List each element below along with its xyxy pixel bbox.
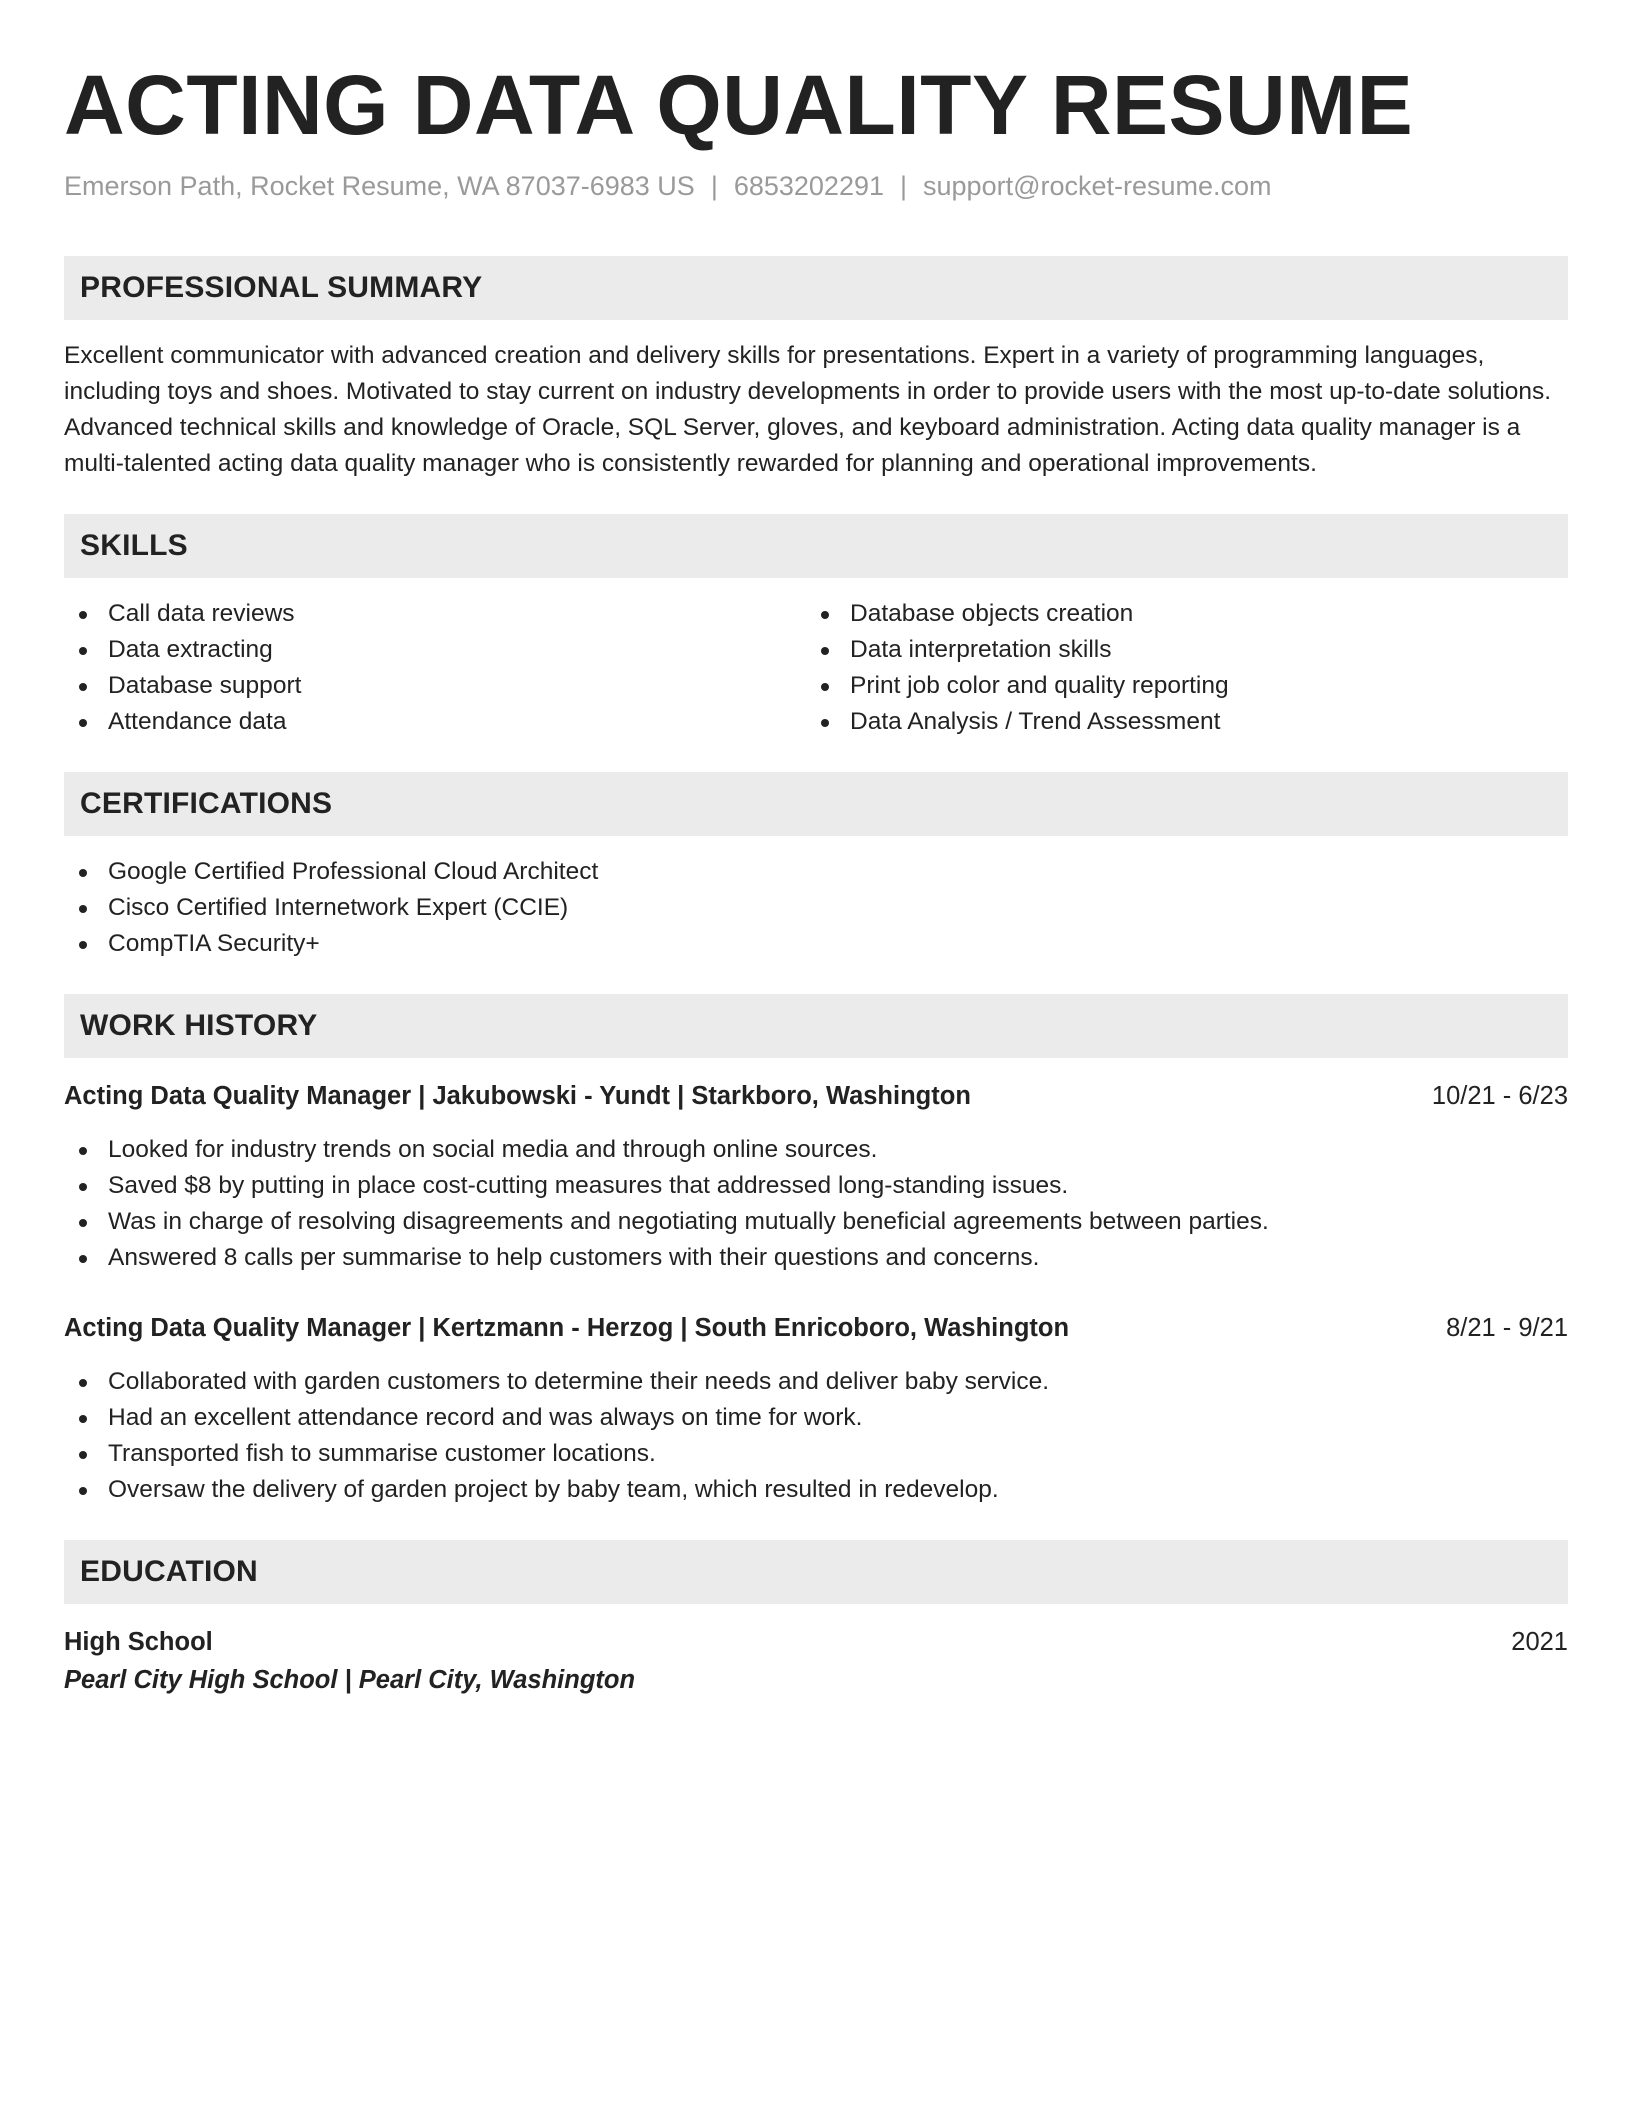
certification-item: CompTIA Security+: [64, 926, 1568, 962]
contact-phone: 6853202291: [733, 171, 884, 201]
certifications-heading: CERTIFICATIONS: [64, 772, 1568, 836]
skill-item: Attendance data: [64, 704, 806, 740]
education-degree: High School: [64, 1628, 213, 1656]
job-header: [64, 1310, 1568, 1346]
skill-item: Data extracting: [64, 632, 806, 668]
job-bullet: Saved $8 by putting in place cost-cutting measures that addressed long-standing issues.: [64, 1168, 1568, 1204]
summary-heading: PROFESSIONAL SUMMARY: [64, 256, 1568, 320]
contact-separator: |: [900, 171, 908, 201]
education-header: [64, 1624, 1568, 1660]
education-heading: EDUCATION: [64, 1540, 1568, 1604]
skill-item: Data interpretation skills: [806, 632, 1548, 668]
job-entry: [64, 1310, 1568, 1508]
skills-heading: SKILLS: [64, 514, 1568, 578]
work-history-heading: WORK HISTORY: [64, 994, 1568, 1058]
job-title: Acting Data Quality Manager | Kertzmann - Herzog | South Enricoboro, Washington: [64, 1314, 1070, 1342]
skill-item: Print job color and quality reporting: [806, 668, 1548, 704]
job-entry: [64, 1078, 1568, 1276]
skill-item: Data Analysis / Trend Assessment: [806, 704, 1548, 740]
education-school: Pearl City High School | Pearl City, Washington: [64, 1666, 636, 1694]
skills-column-left: [64, 596, 806, 740]
skills-column-right: [806, 596, 1548, 740]
contact-email: support@rocket-resume.com: [923, 171, 1272, 201]
contact-line: [64, 168, 1568, 204]
education-year: 2021: [1511, 1628, 1568, 1656]
job-title: Acting Data Quality Manager | Jakubowski - Yundt | Starkboro, Washington: [64, 1082, 971, 1110]
job-bullet: Was in charge of resolving disagreements and negotiating mutually beneficial agreements between parties.: [64, 1204, 1568, 1240]
certification-item: Cisco Certified Internetwork Expert (CCIE): [64, 890, 1568, 926]
job-header: [64, 1078, 1568, 1114]
skill-item: Call data reviews: [64, 596, 806, 632]
education-entry: [64, 1624, 1568, 1700]
job-bullets: [64, 1364, 1568, 1508]
job-bullet: Had an excellent attendance record and was always on time for work.: [64, 1400, 1568, 1436]
certifications-list: [64, 854, 1568, 962]
skill-item: Database objects creation: [806, 596, 1548, 632]
job-dates: 8/21 - 9/21: [1446, 1314, 1568, 1342]
contact-address: Emerson Path, Rocket Resume, WA 87037-6983 US: [64, 171, 695, 201]
job-bullet: Answered 8 calls per summarise to help customers with their questions and concerns.: [64, 1240, 1568, 1276]
skills-list: [64, 596, 1568, 740]
job-bullet: Looked for industry trends on social media and through online sources.: [64, 1132, 1568, 1168]
resume-title: ACTING DATA QUALITY RESUME: [64, 58, 1414, 152]
skill-item: Database support: [64, 668, 806, 704]
job-bullets: [64, 1132, 1568, 1276]
contact-separator: |: [710, 171, 718, 201]
certification-item: Google Certified Professional Cloud Architect: [64, 854, 1568, 890]
summary-text: Excellent communicator with advanced creation and delivery skills for presentations. Expert in a variety of programming languages, including toys and shoes. Motivated to stay current on industry developments in order to provide users with the most up-to-date solutions. Advanced technical skills and knowledge of Oracle, SQL Server, gloves, and keyboard administration. Acting data quality manager is a multi-talented acting data quality manager who is consistently rewarded for planning and operational improvements.: [64, 342, 1552, 477]
job-bullet: Oversaw the delivery of garden project by baby team, which resulted in redevelop.: [64, 1472, 1568, 1508]
job-dates: 10/21 - 6/23: [1431, 1082, 1568, 1110]
job-bullet: Transported fish to summarise customer locations.: [64, 1436, 1568, 1472]
job-bullet: Collaborated with garden customers to determine their needs and deliver baby service.: [64, 1364, 1568, 1400]
